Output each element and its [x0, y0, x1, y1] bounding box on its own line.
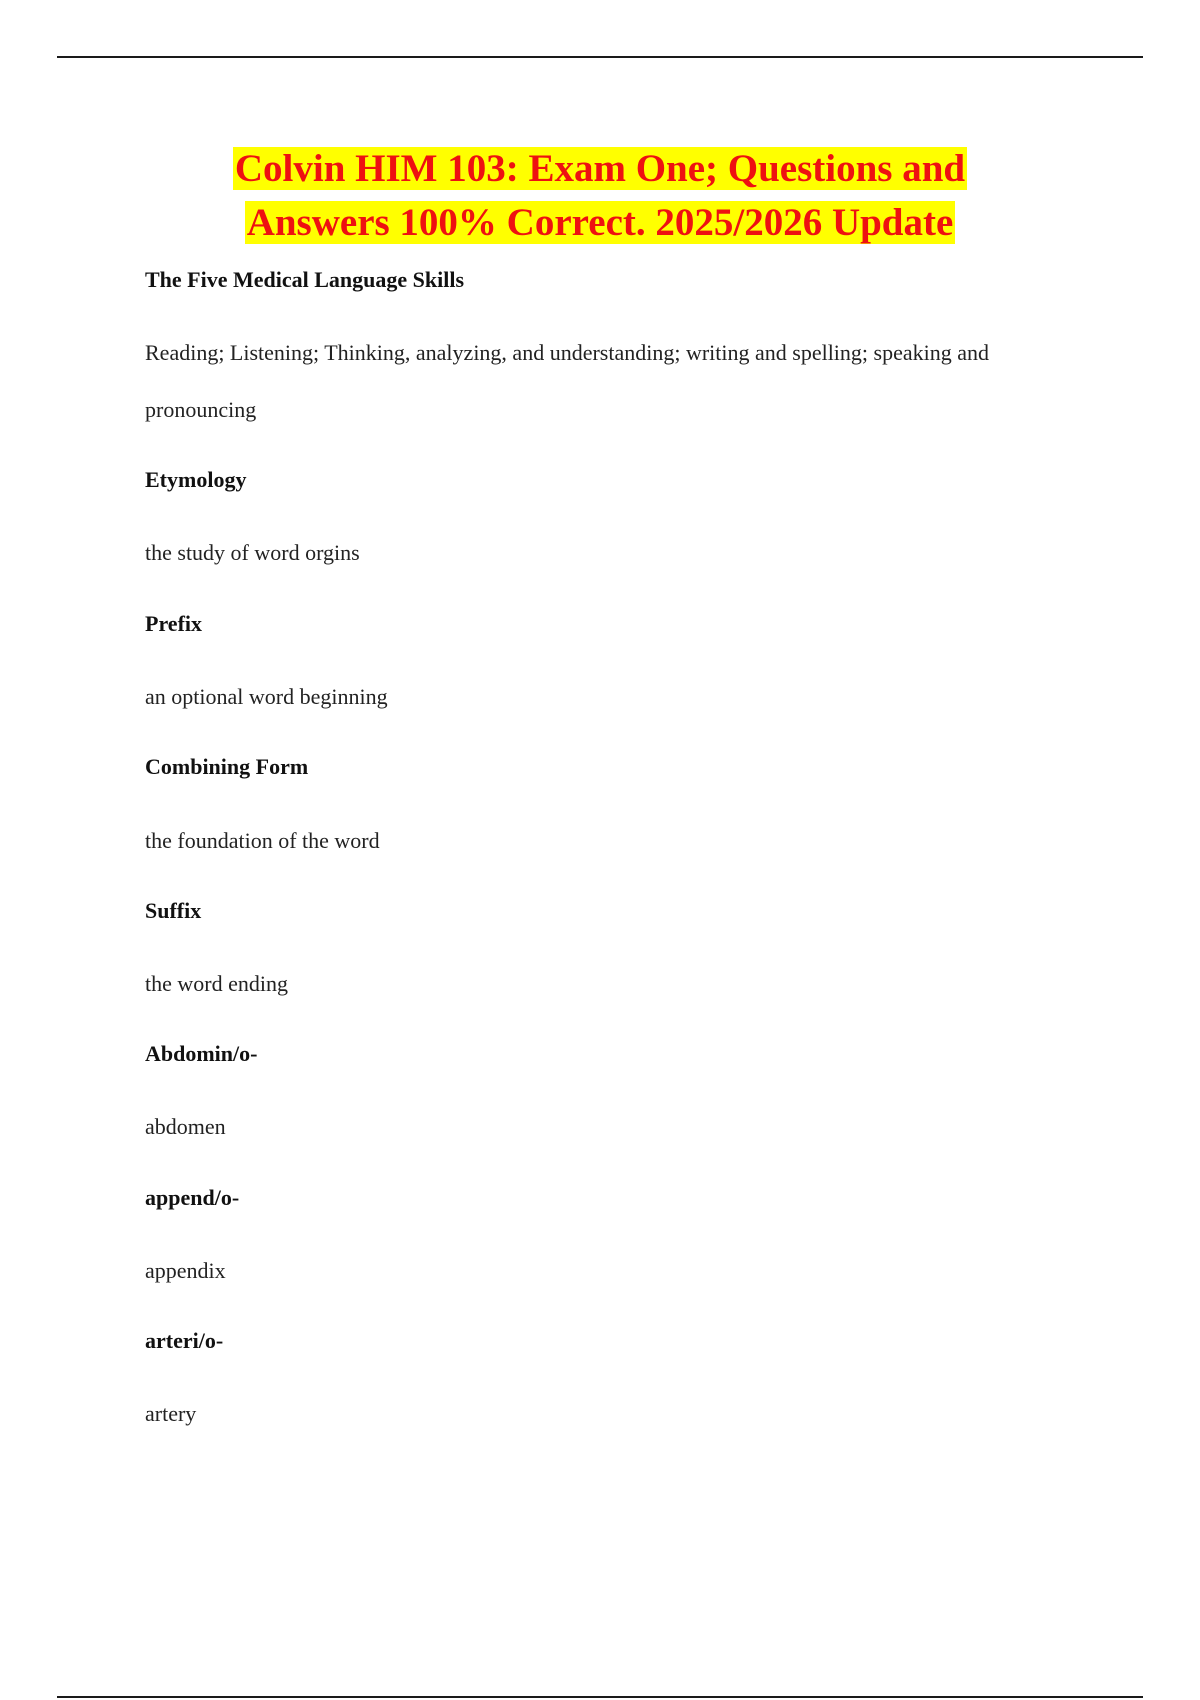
answer-definition: abdomen — [145, 1114, 226, 1139]
answer-definition: the foundation of the word — [145, 828, 380, 853]
answer-definition: an optional word beginning — [145, 684, 388, 709]
answer-definition: the study of word orgins — [145, 540, 360, 565]
question-term: append/o- — [145, 1185, 240, 1210]
question-term: Suffix — [145, 898, 202, 923]
answer-definition: the word ending — [145, 971, 288, 996]
page-top-rule — [57, 56, 1143, 58]
question-term: Prefix — [145, 611, 203, 636]
title-line-1: Colvin HIM 103: Exam One; Questions and — [234, 147, 966, 190]
document-title — [100, 142, 1100, 250]
page-bottom-rule — [57, 1696, 1143, 1698]
question-term: Etymology — [145, 467, 247, 492]
answer-definition: Reading; Listening; Thinking, analyzing, and understanding; writing and spelling; speaking and pronouncing — [145, 340, 990, 422]
question-term: Abdomin/o- — [145, 1041, 258, 1066]
answer-definition: artery — [145, 1401, 197, 1426]
title-line-2: Answers 100% Correct. 2025/2026 Update — [246, 201, 954, 244]
answer-definition: appendix — [145, 1258, 226, 1283]
question-term: Combining Form — [145, 754, 309, 779]
question-term: The Five Medical Language Skills — [145, 267, 465, 292]
question-term: arteri/o- — [145, 1328, 224, 1353]
